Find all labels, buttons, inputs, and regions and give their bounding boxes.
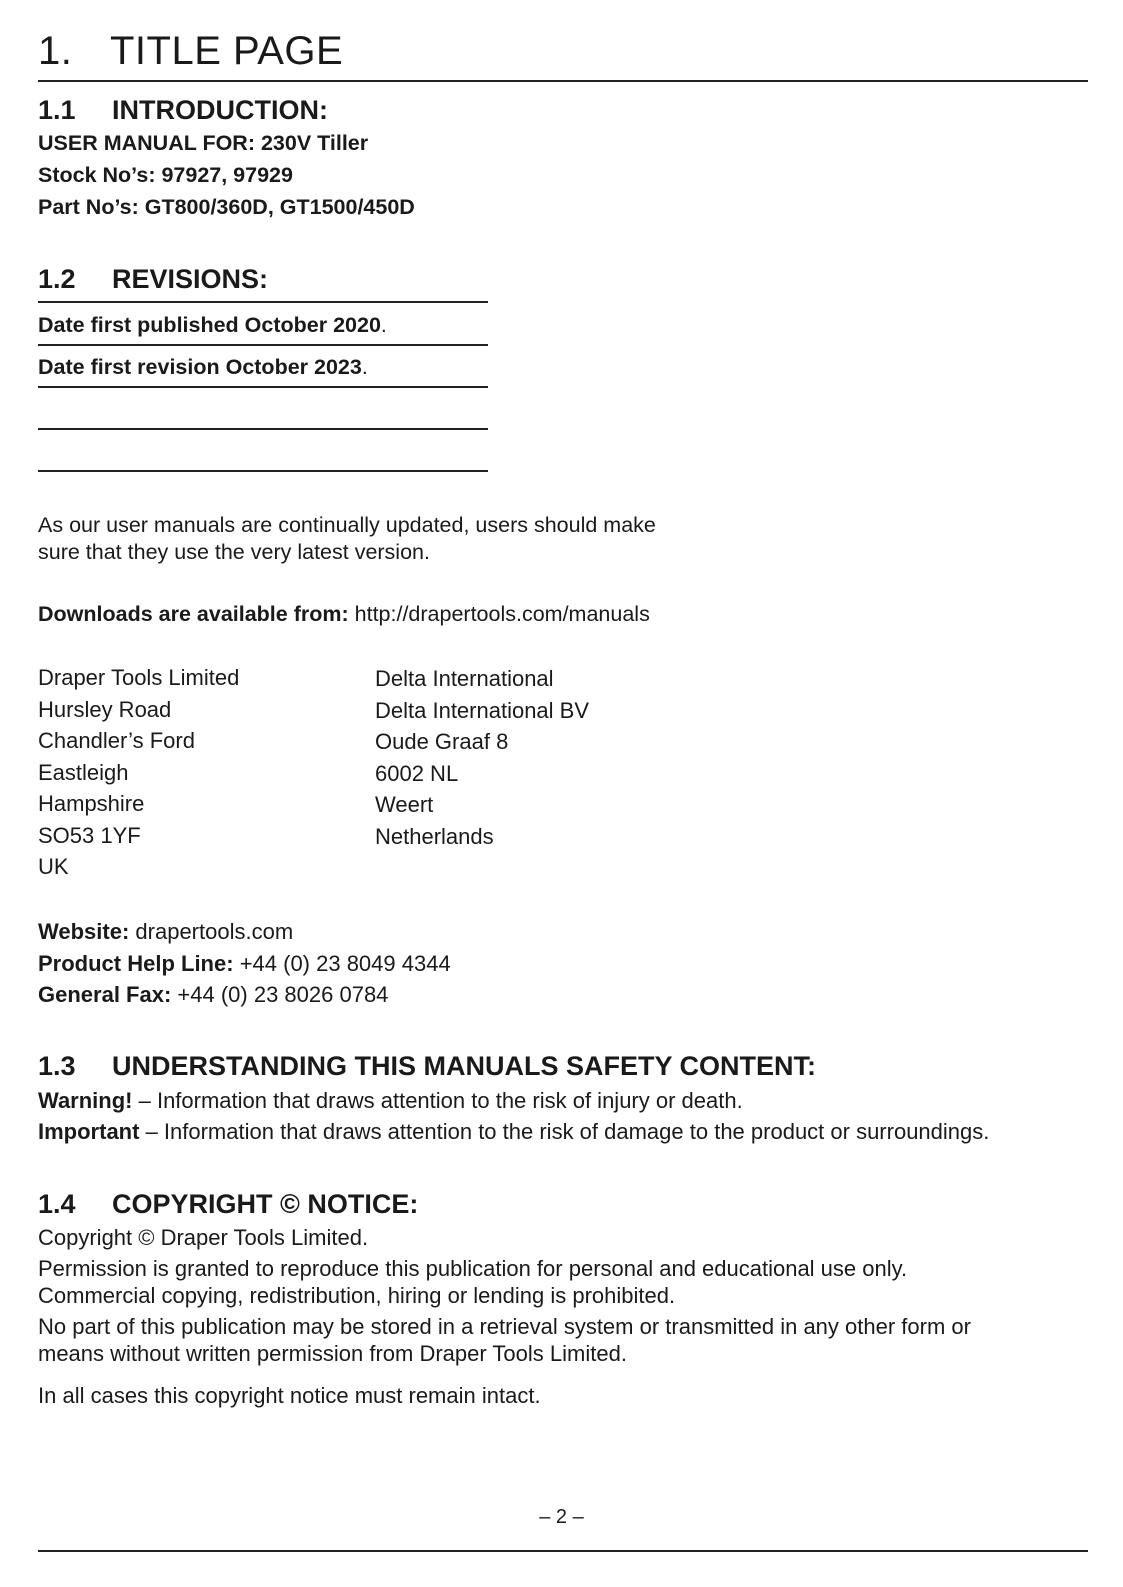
address-line: Weert [375, 792, 434, 817]
revision-rule-blank [38, 470, 488, 472]
address-uk [38, 662, 239, 883]
section-number: 1.2 [38, 264, 76, 294]
revision-rule-blank [38, 428, 488, 430]
section-intro-heading [38, 94, 328, 126]
title-divider [38, 80, 1088, 82]
manual-for-line: USER MANUAL FOR: 230V Tiller [38, 131, 369, 155]
update-notice-line-2: sure that they use the very latest version. [38, 540, 430, 564]
section-heading-text: REVISIONS: [112, 264, 269, 294]
address-line: Chandler’s Ford [38, 728, 195, 753]
revision-entry-text: Date first published October 2020 [38, 313, 381, 337]
section-number: 1.4 [38, 1189, 76, 1219]
warning-label: Warning! [38, 1088, 133, 1113]
copyright-permission-line: Permission is granted to reproduce this publication for personal and educational use only. [38, 1256, 908, 1281]
address-line: UK [38, 854, 69, 879]
page-number: – 2 – [539, 1506, 584, 1528]
revision-entry [38, 311, 387, 339]
page-title [38, 28, 343, 74]
copyright-storage-line-2: means without written permission from Draper Tools Limited. [38, 1341, 627, 1366]
page-title-text: TITLE PAGE [110, 29, 344, 73]
copyright-intact-line: In all cases this copyright notice must remain intact. [38, 1383, 541, 1408]
section-number: 1.3 [38, 1051, 76, 1081]
stock-numbers-line: Stock No’s: 97927, 97929 [38, 163, 293, 187]
section-copyright-heading [38, 1188, 418, 1220]
update-notice-line-1: As our user manuals are continually updated, users should make [38, 513, 656, 537]
section-heading-text: UNDERSTANDING THIS MANUALS SAFETY CONTENT: [112, 1051, 817, 1081]
address-line: Hursley Road [38, 696, 172, 722]
address-line: Draper Tools Limited [38, 665, 240, 690]
help-line-number: +44 (0) 23 8049 4344 [239, 951, 451, 976]
section-heading-text: COPYRIGHT © NOTICE: [112, 1189, 419, 1219]
fax-line [38, 981, 388, 1008]
revision-rule [38, 386, 488, 388]
address-line: Hampshire [38, 791, 145, 816]
important-label: Important [38, 1119, 140, 1144]
help-line [38, 950, 451, 977]
part-numbers-line: Part No’s: GT800/360D, GT1500/450D [38, 195, 415, 219]
revision-entry-text: Date first revision October 2023 [38, 355, 362, 379]
copyright-line: Copyright © Draper Tools Limited. [38, 1225, 369, 1250]
downloads-line [38, 601, 650, 628]
copyright-commercial-line: Commercial copying, redistribution, hiring or lending is prohibited. [38, 1283, 676, 1308]
address-line: SO53 1YF [38, 822, 141, 848]
revision-rule [38, 344, 488, 346]
address-line: Delta International BV [375, 697, 590, 723]
section-revisions-heading [38, 263, 268, 295]
address-nl [375, 663, 589, 852]
footer-divider [38, 1550, 1088, 1552]
website-line [38, 918, 293, 945]
address-line: 6002 NL [375, 760, 459, 786]
address-line: Eastleigh [38, 759, 129, 785]
revision-entry-end: . [361, 355, 368, 379]
revision-rule [38, 301, 488, 303]
warning-text: – Information that draws attention to the risk of injury or death. [132, 1088, 743, 1113]
address-line: Netherlands [375, 823, 494, 849]
website-label: Website: [38, 919, 130, 944]
important-text: – Information that draws attention to the risk of damage to the product or surroundings. [139, 1119, 990, 1144]
important-definition [38, 1118, 989, 1145]
address-line: Delta International [375, 666, 554, 691]
address-line: Oude Graaf 8 [375, 729, 509, 754]
revision-entry-end: . [380, 313, 387, 337]
website-link[interactable]: drapertools.com [135, 919, 294, 944]
fax-label: General Fax: [38, 982, 172, 1007]
page-title-number: 1. [38, 29, 73, 73]
copyright-storage-line: No part of this publication may be stored in a retrieval system or transmitted in any other form or [38, 1314, 971, 1339]
section-number: 1.1 [38, 95, 76, 125]
help-line-label: Product Help Line: [38, 951, 234, 976]
downloads-label: Downloads are available from: [38, 602, 349, 626]
fax-number: +44 (0) 23 8026 0784 [177, 982, 389, 1007]
revision-entry [38, 353, 368, 381]
section-safety-heading [38, 1050, 816, 1082]
downloads-link[interactable]: http://drapertools.com/manuals [354, 602, 650, 626]
warning-definition [38, 1087, 743, 1114]
section-heading-text: INTRODUCTION: [112, 95, 328, 125]
